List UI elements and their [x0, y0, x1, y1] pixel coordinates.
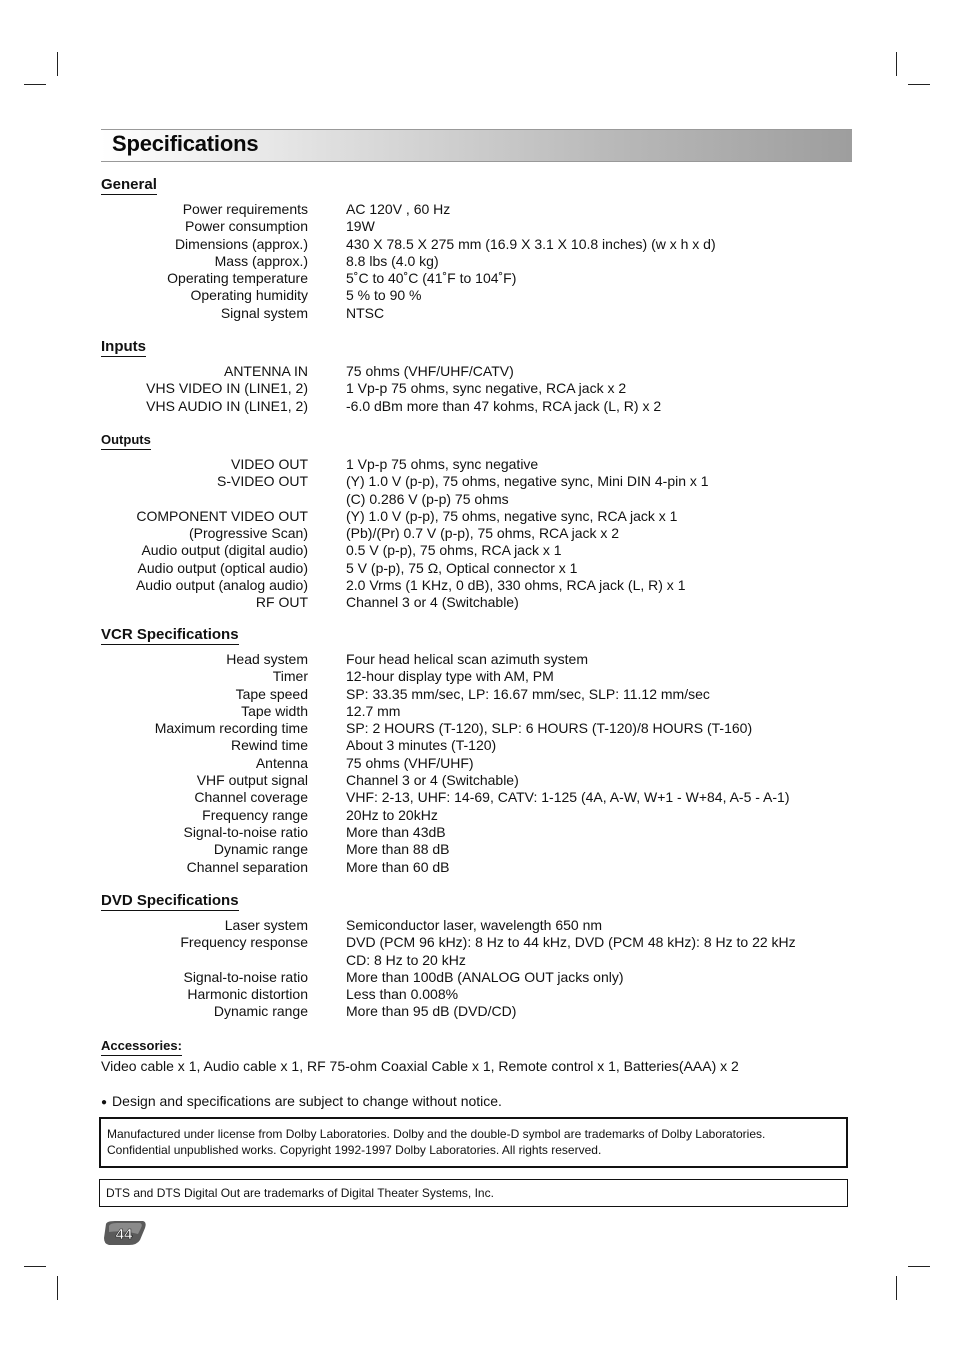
section-heading: Inputs [101, 338, 146, 355]
section-heading: Outputs [101, 431, 151, 450]
spec-value: Channel 3 or 4 (Switchable) [346, 772, 519, 789]
spec-row [101, 363, 861, 380]
spec-label: Frequency response [180, 934, 308, 951]
dts-notice-text: DTS and DTS Digital Out are trademarks of Digital Theater Systems, Inc. [106, 1186, 494, 1200]
spec-row [101, 686, 861, 703]
spec-row [101, 473, 861, 490]
spec-row [101, 594, 861, 611]
spec-label: VHS AUDIO IN (LINE1, 2) [146, 397, 308, 414]
spec-label: Power consumption [185, 218, 308, 235]
crop-mark [908, 1266, 930, 1267]
spec-value: NTSC [346, 304, 385, 321]
spec-value: 5˚C to 40˚C (41˚F to 104˚F) [346, 270, 517, 287]
spec-value: More than 95 dB (DVD/CD) [346, 1003, 517, 1020]
spec-rows [101, 917, 861, 1021]
spec-row [101, 668, 861, 685]
spec-row [101, 542, 861, 559]
spec-label: Operating humidity [190, 287, 308, 304]
spec-row [101, 952, 861, 969]
spec-label: Audio output (digital audio) [141, 542, 308, 559]
spec-label: Signal-to-noise ratio [183, 823, 308, 840]
spec-rows [101, 456, 861, 612]
spec-value: More than 43dB [346, 823, 446, 840]
spec-row [101, 236, 861, 253]
page-number-badge [103, 1220, 147, 1246]
section-dvd [101, 892, 861, 1021]
section-inputs [101, 338, 861, 415]
section-heading: Accessories: [101, 1037, 182, 1056]
spec-row [101, 508, 861, 525]
spec-value: 12-hour display type with AM, PM [346, 668, 554, 685]
spec-row [101, 969, 861, 986]
spec-row [101, 270, 861, 287]
spec-value: VHF: 2-13, UHF: 14-69, CATV: 1-125 (4A, A-W, W+1 - W+84, A-5 - A-1) [346, 789, 790, 806]
spec-value: SP: 2 HOURS (T-120), SLP: 6 HOURS (T-120)/8 HOURS (T-160) [346, 720, 753, 737]
spec-value: AC 120V , 60 Hz [346, 201, 451, 217]
crop-mark [24, 84, 46, 85]
spec-label [101, 952, 308, 969]
spec-value: 5 V (p-p), 75 Ω, Optical connector x 1 [346, 559, 578, 576]
spec-value: 1 Vp-p 75 ohms, sync negative, RCA jack x 2 [346, 380, 627, 397]
spec-value: Less than 0.008% [346, 986, 459, 1003]
spec-label: Rewind time [230, 737, 308, 754]
spec-label: VHS VIDEO IN (LINE1, 2) [146, 380, 308, 397]
spec-row [101, 772, 861, 789]
spec-label: Operating temperature [167, 270, 308, 287]
crop-mark [57, 1276, 58, 1300]
spec-row [101, 807, 861, 824]
spec-row [101, 651, 861, 668]
spec-row [101, 737, 861, 754]
spec-value: -6.0 dBm more than 47 kohms, RCA jack (L, R) x 2 [346, 397, 662, 414]
title-bar [101, 129, 852, 162]
spec-value: More than 60 dB [346, 858, 450, 875]
spec-row [101, 398, 861, 415]
spec-value: (C) 0.286 V (p-p) 75 ohms [346, 490, 509, 507]
spec-value: 75 ohms (VHF/UHF/CATV) [346, 363, 514, 379]
spec-row [101, 491, 861, 508]
section-outputs [101, 431, 861, 612]
page-number: 44 [115, 1226, 133, 1243]
section-heading: General [101, 176, 157, 193]
spec-row [101, 986, 861, 1003]
spec-label: Maximum recording time [154, 720, 308, 737]
spec-label: Channel coverage [194, 789, 308, 806]
spec-row [101, 789, 861, 806]
spec-rows [101, 651, 861, 876]
spec-label: (Progressive Scan) [188, 525, 308, 542]
spec-label: Channel separation [186, 858, 308, 875]
section-heading: DVD Specifications [101, 892, 239, 909]
section-heading: VCR Specifications [101, 626, 239, 643]
crop-mark [24, 1266, 46, 1267]
spec-value: 2.0 Vrms (1 KHz, 0 dB), 330 ohms, RCA jack (L, R) x 1 [346, 577, 686, 594]
spec-row [101, 859, 861, 876]
spec-row [101, 934, 861, 951]
spec-label: Laser system [224, 917, 308, 933]
spec-value: (Pb)/(Pr) 0.7 V (p-p), 75 ohms, RCA jack x 2 [346, 525, 620, 542]
spec-label: Head system [226, 651, 308, 667]
spec-label: Power requirements [182, 201, 308, 217]
spec-row [101, 456, 861, 473]
spec-value: Four head helical scan azimuth system [346, 651, 588, 667]
spec-value: 75 ohms (VHF/UHF) [346, 754, 474, 771]
change-notice [101, 1093, 502, 1109]
spec-value: Channel 3 or 4 (Switchable) [346, 594, 519, 611]
spec-label: Timer [272, 668, 308, 685]
crop-mark [57, 52, 58, 76]
spec-rows [101, 363, 861, 415]
spec-value: 0.5 V (p-p), 75 ohms, RCA jack x 1 [346, 542, 562, 559]
spec-value: 12.7 mm [346, 702, 401, 719]
spec-value: 8.8 lbs (4.0 kg) [346, 252, 439, 269]
spec-row [101, 201, 861, 218]
dolby-notice-line: Manufactured under license from Dolby Laboratories. Dolby and the double-D symbol are trademarks of Dolby Laboratories. [107, 1127, 766, 1141]
dolby-notice-box [99, 1117, 848, 1168]
spec-value: Semiconductor laser, wavelength 650 nm [346, 917, 603, 933]
dts-notice-box [99, 1179, 848, 1207]
spec-label: Antenna [255, 754, 308, 771]
crop-mark [896, 1276, 897, 1300]
spec-label: Audio output (optical audio) [137, 559, 308, 576]
section-vcr [101, 626, 861, 876]
spec-row [101, 755, 861, 772]
spec-label: Tape width [241, 702, 308, 719]
spec-label: Audio output (analog audio) [135, 577, 308, 594]
spec-label: Mass (approx.) [214, 252, 308, 269]
spec-row [101, 720, 861, 737]
spec-label: Dynamic range [213, 841, 308, 858]
spec-row [101, 1003, 861, 1020]
spec-value: (Y) 1.0 V (p-p), 75 ohms, negative sync, Mini DIN 4-pin x 1 [346, 473, 709, 490]
spec-rows [101, 201, 861, 322]
spec-label: Dimensions (approx.) [174, 235, 308, 252]
spec-label: RF OUT [255, 594, 308, 611]
spec-row [101, 841, 861, 858]
spec-label: ANTENNA IN [223, 363, 308, 379]
spec-value: 430 X 78.5 X 275 mm (16.9 X 3.1 X 10.8 inches) (w x h x d) [346, 235, 716, 252]
spec-label: Signal-to-noise ratio [183, 968, 308, 985]
spec-value: (Y) 1.0 V (p-p), 75 ohms, negative sync, RCA jack x 1 [346, 507, 678, 524]
spec-value: About 3 minutes (T-120) [346, 737, 497, 754]
spec-row [101, 218, 861, 235]
spec-label: Tape speed [235, 685, 308, 702]
spec-label: Signal system [220, 304, 308, 321]
spec-label: VHF output signal [196, 772, 308, 789]
spec-label: Dynamic range [213, 1003, 308, 1020]
spec-label: Frequency range [202, 806, 308, 823]
spec-row [101, 824, 861, 841]
spec-value: More than 100dB (ANALOG OUT jacks only) [346, 968, 624, 985]
dolby-notice-line: Confidential unpublished works. Copyright 1992-1997 Dolby Laboratories. All rights reserved. [107, 1143, 602, 1157]
section-general [101, 176, 861, 322]
section-accessories [101, 1037, 861, 1056]
crop-mark [908, 84, 930, 85]
spec-value: 20Hz to 20kHz [346, 806, 438, 823]
spec-value: 19W [346, 218, 375, 235]
bullet-icon: ● [101, 1097, 108, 1108]
spec-row [101, 703, 861, 720]
spec-row [101, 917, 861, 934]
spec-row [101, 305, 861, 322]
spec-row [101, 253, 861, 270]
spec-label [101, 491, 308, 508]
spec-row [101, 287, 861, 304]
accessories-text: Video cable x 1, Audio cable x 1, RF 75-ohm Coaxial Cable x 1, Remote control x 1, Batteries(AAA) x 2 [101, 1058, 739, 1074]
spec-row [101, 560, 861, 577]
spec-label: COMPONENT VIDEO OUT [136, 507, 308, 524]
spec-value: 1 Vp-p 75 ohms, sync negative [346, 456, 539, 472]
spec-label: S-VIDEO OUT [216, 473, 308, 490]
change-notice-text: Design and specifications are subject to change without notice. [112, 1093, 502, 1109]
spec-row [101, 380, 861, 397]
spec-value: 5 % to 90 % [346, 287, 422, 304]
spec-row [101, 577, 861, 594]
spec-value: More than 88 dB [346, 841, 450, 858]
spec-label: VIDEO OUT [230, 456, 308, 472]
crop-mark [896, 52, 897, 76]
spec-value: DVD (PCM 96 kHz): 8 Hz to 44 kHz, DVD (PCM 48 kHz): 8 Hz to 22 kHz [346, 934, 796, 951]
spec-value: CD: 8 Hz to 20 kHz [346, 951, 466, 968]
page-title: Specifications [112, 131, 259, 156]
spec-label: Harmonic distortion [187, 986, 308, 1003]
spec-value: SP: 33.35 mm/sec, LP: 16.67 mm/sec, SLP: 11.12 mm/sec [346, 685, 710, 702]
spec-row [101, 525, 861, 542]
